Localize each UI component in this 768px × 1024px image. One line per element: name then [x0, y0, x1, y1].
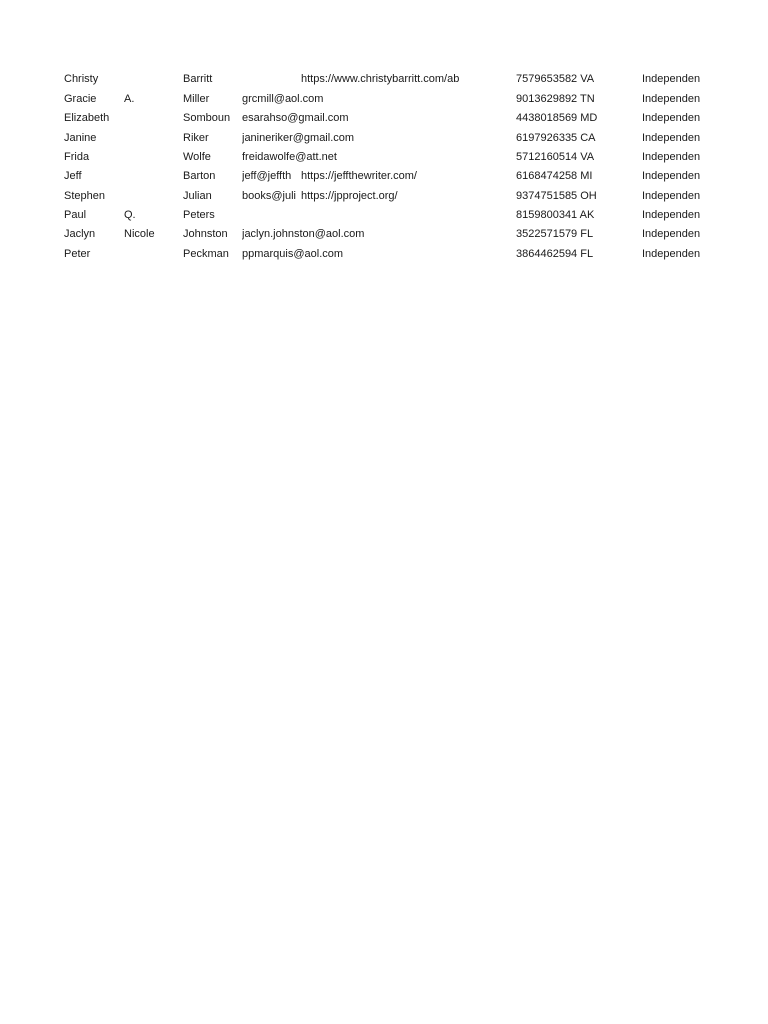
website-cell	[301, 206, 513, 225]
type-cell: Independen	[642, 248, 701, 260]
first-name-cell: Paul	[64, 209, 87, 221]
first-name-cell: Jeff	[64, 170, 82, 182]
phone-state-cell: 6168474258 MI	[516, 170, 593, 182]
last-name-cell: Barritt	[183, 73, 213, 85]
middle-name-cell	[124, 167, 180, 186]
type-cell: Independen	[642, 170, 701, 182]
type-cell: Independen	[642, 190, 701, 202]
email-cell: freidawolfe@att.net	[242, 151, 337, 163]
last-name-cell: Johnston	[183, 228, 228, 240]
table-row	[0, 245, 768, 264]
email-cell: jaclyn.johnston@aol.com	[242, 228, 365, 240]
first-name-cell: Christy	[64, 73, 99, 85]
last-name-cell: Peckman	[183, 248, 229, 260]
type-cell: Independen	[642, 132, 701, 144]
email-cell: esarahso@gmail.com	[242, 112, 349, 124]
table-row	[0, 90, 768, 109]
last-name-cell: Barton	[183, 170, 216, 182]
last-name-cell: Julian	[183, 190, 212, 202]
table-row	[0, 225, 768, 244]
table-row	[0, 206, 768, 225]
first-name-cell: Gracie	[64, 93, 97, 105]
table-row	[0, 167, 768, 186]
middle-name-cell	[124, 187, 180, 206]
phone-state-cell: 7579653582 VA	[516, 73, 595, 85]
middle-name-cell: Nicole	[124, 228, 155, 240]
phone-state-cell: 9013629892 TN	[516, 93, 595, 105]
type-cell: Independen	[642, 151, 701, 163]
last-name-cell: Miller	[183, 93, 210, 105]
table-row	[0, 129, 768, 148]
phone-state-cell: 4438018569 MD	[516, 112, 598, 124]
type-cell: Independen	[642, 73, 701, 85]
type-cell: Independen	[642, 209, 701, 221]
phone-state-cell: 3864462594 FL	[516, 248, 594, 260]
type-cell: Independen	[642, 112, 701, 124]
table-row	[0, 109, 768, 128]
phone-state-cell: 5712160514 VA	[516, 151, 595, 163]
phone-state-cell: 9374751585 OH	[516, 190, 597, 202]
table-row	[0, 70, 768, 89]
type-cell: Independen	[642, 93, 701, 105]
table-row	[0, 187, 768, 206]
middle-name-cell	[124, 148, 180, 167]
first-name-cell: Janine	[64, 132, 97, 144]
type-cell: Independen	[642, 228, 701, 240]
email-cell	[242, 206, 300, 225]
first-name-cell: Elizabeth	[64, 112, 110, 124]
middle-name-cell	[124, 70, 180, 89]
phone-state-cell: 8159800341 AK	[516, 209, 595, 221]
email-cell	[242, 70, 300, 89]
phone-state-cell: 6197926335 CA	[516, 132, 596, 144]
website-cell: https://jeffthewriter.com/	[301, 170, 417, 182]
email-cell: books@juli	[242, 190, 296, 202]
first-name-cell: Jaclyn	[64, 228, 96, 240]
table-row	[0, 148, 768, 167]
middle-name-cell: Q.	[124, 209, 136, 221]
last-name-cell: Riker	[183, 132, 209, 144]
last-name-cell: Wolfe	[183, 151, 211, 163]
website-cell: https://jpproject.org/	[301, 190, 398, 202]
middle-name-cell: A.	[124, 93, 135, 105]
phone-state-cell: 3522571579 FL	[516, 228, 594, 240]
website-cell: https://www.christybarritt.com/ab	[301, 73, 460, 85]
email-cell: ppmarquis@aol.com	[242, 248, 344, 260]
email-cell: grcmill@aol.com	[242, 93, 324, 105]
last-name-cell: Peters	[183, 209, 215, 221]
first-name-cell: Frida	[64, 151, 90, 163]
email-cell: jeff@jeffth	[242, 170, 292, 182]
middle-name-cell	[124, 109, 180, 128]
middle-name-cell	[124, 245, 180, 264]
middle-name-cell	[124, 129, 180, 148]
last-name-cell: Somboun	[183, 112, 231, 124]
first-name-cell: Stephen	[64, 190, 105, 202]
first-name-cell: Peter	[64, 248, 91, 260]
email-cell: janineriker@gmail.com	[242, 132, 355, 144]
